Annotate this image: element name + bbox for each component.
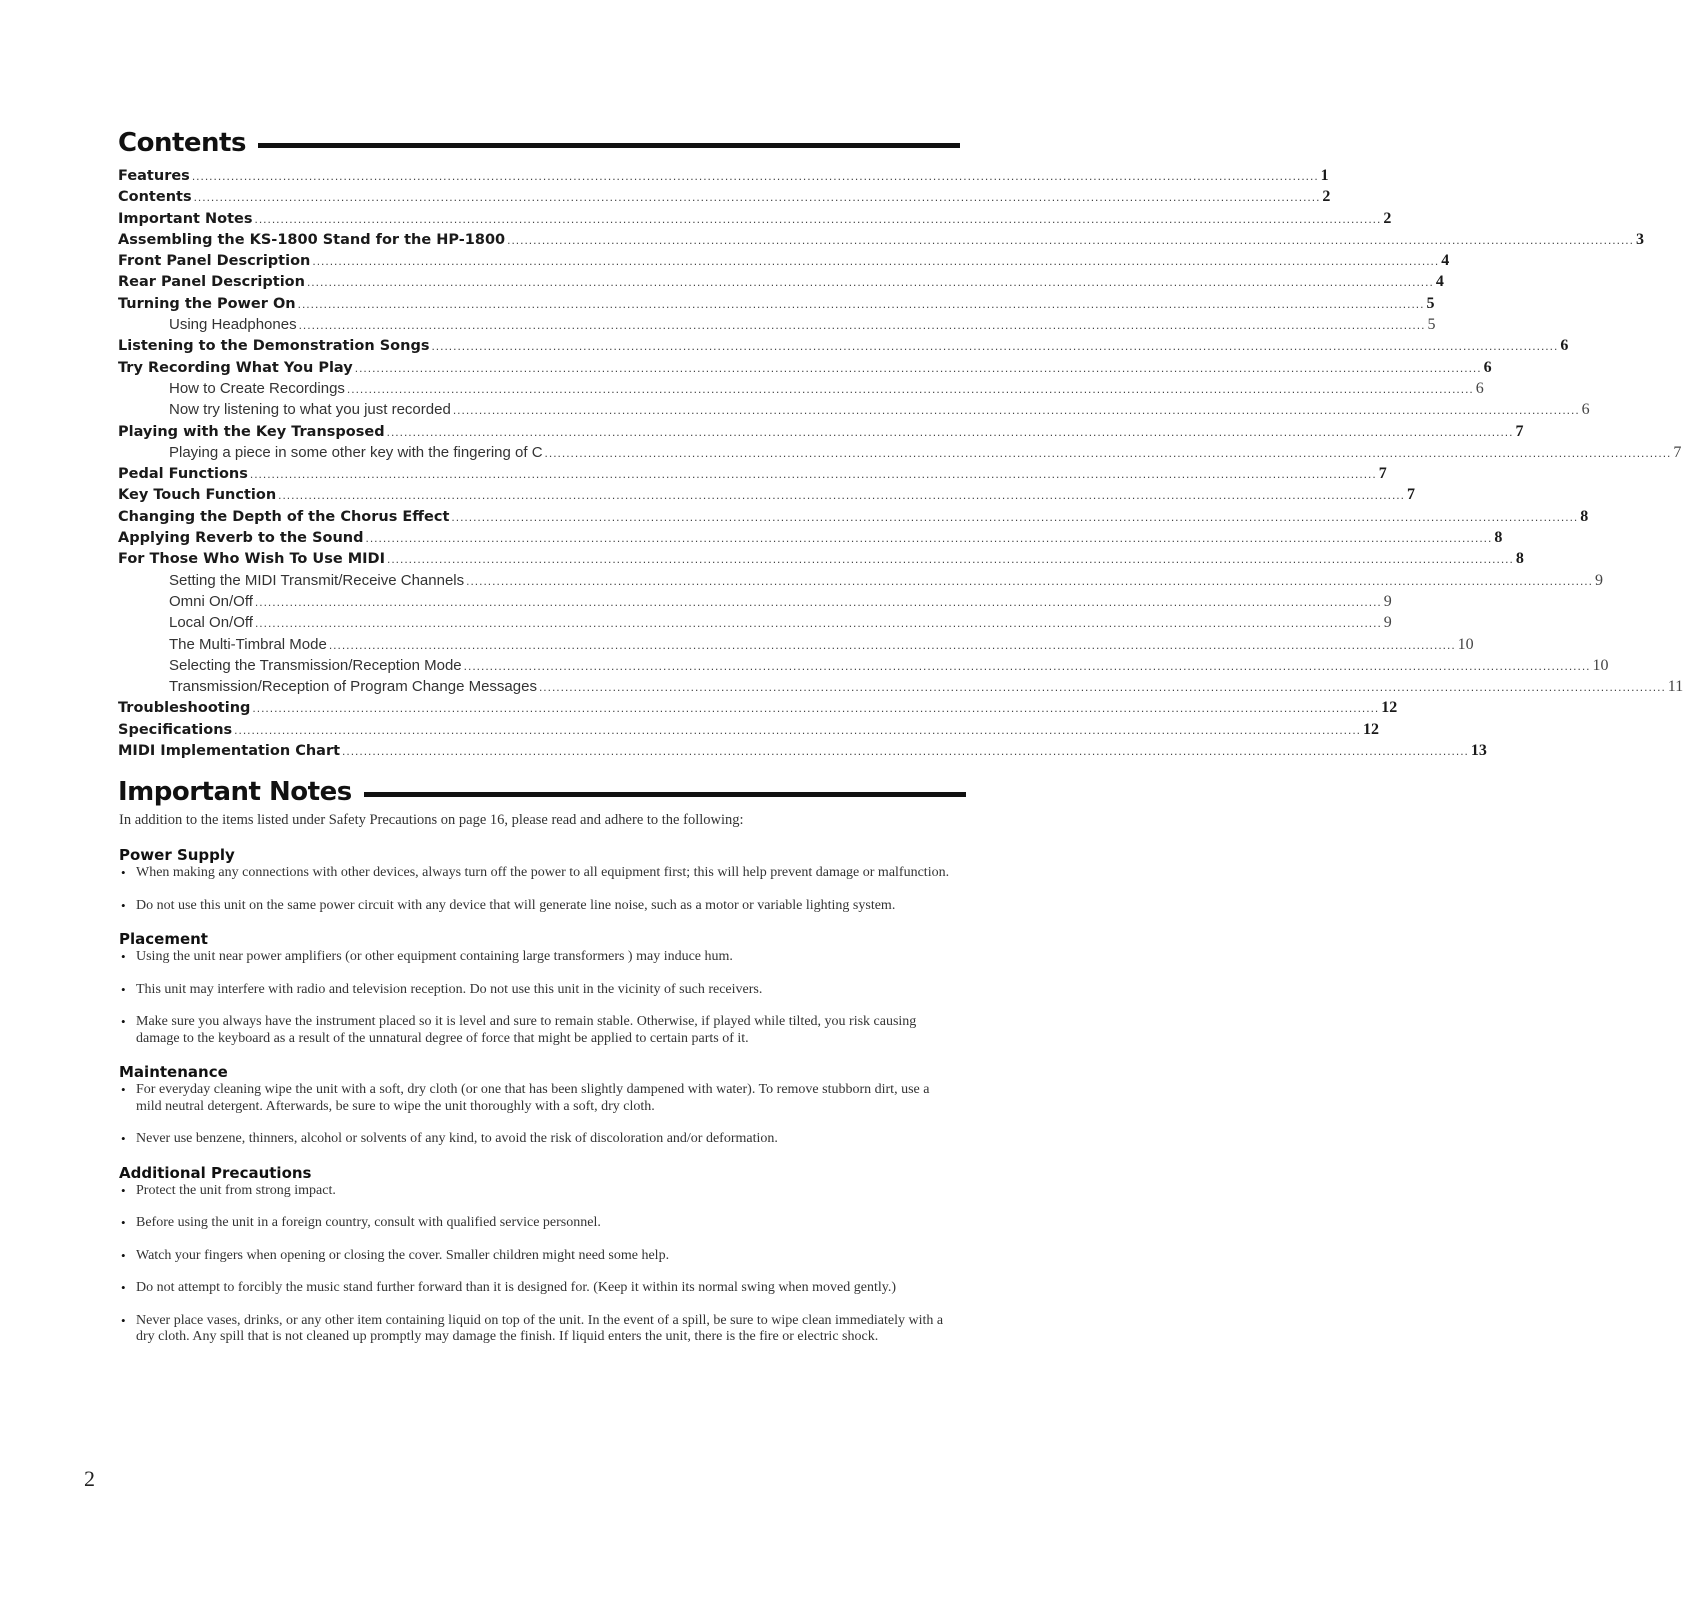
toc-entry <box>118 294 1435 316</box>
dot-leader: .................................................................................................................................................................................................................................................................... <box>452 403 1580 418</box>
notes-item <box>119 949 957 966</box>
toc-entry <box>118 230 1644 252</box>
toc-entry <box>118 316 1436 337</box>
dot-leader: .................................................................................................................................................................................................................................................................... <box>328 637 1456 652</box>
toc-entry-page: 5 <box>1426 294 1435 312</box>
important-notes-list <box>119 846 957 1362</box>
dot-leader: .................................................................................................................................................................................................................................................................... <box>249 467 1377 482</box>
notes-item <box>119 1215 957 1232</box>
toc-entry-page: 6 <box>1475 379 1484 397</box>
toc-entry-page: 10 <box>1592 656 1609 674</box>
dot-leader: .................................................................................................................................................................................................................................................................... <box>312 254 1440 269</box>
notes-group-heading: Maintenance <box>119 1063 228 1081</box>
toc-entry <box>118 337 1569 358</box>
toc-entry-label: Assembling the KS-1800 Stand for the HP-1800 <box>118 231 506 248</box>
toc-entry <box>118 486 1415 507</box>
toc-entry-label: Specifications <box>118 721 233 738</box>
toc-entry-label: Turning the Power On <box>118 295 296 312</box>
heading-rule <box>258 143 960 148</box>
bullet-icon: • <box>121 1215 126 1230</box>
bullet-icon: • <box>121 1014 126 1029</box>
notes-item-text: Using the unit near power amplifiers (or other equipment containing large transformers ) may induce hum. <box>136 949 733 964</box>
bullet-icon: • <box>121 865 126 880</box>
dot-leader: .................................................................................................................................................................................................................................................................... <box>252 701 1380 716</box>
toc-entry <box>118 252 1450 273</box>
toc-entry-label: Setting the MIDI Transmit/Receive Channels <box>169 571 465 589</box>
notes-item-text: Never place vases, drinks, or any other item containing liquid on top of the unit. In the event of a spill, be sure to wipe clean immediately with a dry cloth. Any spill that is not cleaned up promptly may damage the finish. If liquid enters the unit, there is the fire or electric shock. <box>136 1312 944 1344</box>
notes-item <box>119 1248 957 1265</box>
notes-group <box>119 846 957 914</box>
toc-entry-page: 7 <box>1673 443 1682 461</box>
notes-item-text: When making any connections with other devices, always turn off the power to all equipment first; this will help prevent damage or malfunction. <box>136 865 950 880</box>
toc-entry <box>118 678 1683 699</box>
toc-entry-page: 12 <box>1363 720 1380 738</box>
notes-item <box>119 1082 957 1115</box>
toc-entry <box>118 507 1589 529</box>
notes-item-text: Make sure you always have the instrument placed so it is level and sure to remain stable. Otherwise, if played while tilted, you risk causing damage to the keyboard as a result of the unnatural degree of force that might be applied to certain parts of it. <box>136 1014 917 1046</box>
bullet-icon: • <box>121 897 126 913</box>
important-notes-heading <box>118 777 966 807</box>
dot-leader: .................................................................................................................................................................................................................................................................... <box>193 190 1321 205</box>
toc-entry <box>118 358 1492 380</box>
toc-entry <box>118 720 1380 742</box>
toc-entry <box>118 699 1398 720</box>
notes-item-text: Before using the unit in a foreign country, consult with qualified service personnel. <box>136 1215 601 1230</box>
dot-leader: .................................................................................................................................................................................................................................................................... <box>254 616 1382 631</box>
notes-group-heading: Additional Precautions <box>119 1163 312 1182</box>
toc-entry-label: Pedal Functions <box>118 466 248 483</box>
toc-entry-page: 7 <box>1515 422 1524 440</box>
toc-entry-label: Key Touch Function <box>118 487 277 504</box>
toc-entry-page: 5 <box>1427 316 1436 334</box>
bullet-icon: • <box>121 1082 126 1097</box>
toc-entry-label: Front Panel Description <box>118 253 311 270</box>
toc-entry <box>118 592 1392 614</box>
toc-entry-label: Try Recording What You Play <box>118 359 353 376</box>
toc-entry-page: 2 <box>1322 188 1331 206</box>
toc-entry-label: Playing a piece in some other key with the fingering of C <box>169 443 543 461</box>
dot-leader: .................................................................................................................................................................................................................................................................... <box>544 445 1672 460</box>
toc-entry-label: Playing with the Key Transposed <box>118 423 385 440</box>
dot-leader: .................................................................................................................................................................................................................................................................... <box>365 531 1493 546</box>
notes-item <box>119 1280 957 1297</box>
contents-title: Contents <box>118 128 246 158</box>
toc-entry-page: 11 <box>1667 678 1683 696</box>
dot-leader: .................................................................................................................................................................................................................................................................... <box>538 680 1666 695</box>
contents-heading <box>118 128 960 158</box>
toc-entry-label: MIDI Implementation Chart <box>118 743 341 760</box>
dot-leader: .................................................................................................................................................................................................................................................................... <box>191 169 1319 183</box>
dot-leader: .................................................................................................................................................................................................................................................................... <box>451 509 1579 524</box>
dot-leader: .................................................................................................................................................................................................................................................................... <box>386 552 1514 567</box>
toc-entry-page: 8 <box>1494 529 1503 547</box>
bullet-icon: • <box>121 1280 126 1295</box>
toc-entry-label: Troubleshooting <box>118 700 251 717</box>
notes-item-text: Protect the unit from strong impact. <box>136 1182 336 1198</box>
dot-leader: .................................................................................................................................................................................................................................................................... <box>297 296 1425 311</box>
dot-leader: .................................................................................................................................................................................................................................................................... <box>466 573 1593 588</box>
toc-entry-page: 4 <box>1435 273 1444 291</box>
table-of-contents <box>118 167 1683 763</box>
notes-item <box>119 1014 957 1047</box>
bullet-icon: • <box>121 1312 126 1328</box>
notes-item <box>119 1313 957 1346</box>
bullet-icon: • <box>121 1182 126 1198</box>
toc-entry <box>118 635 1474 657</box>
toc-entry-label: Important Notes <box>118 210 253 227</box>
dot-leader: .................................................................................................................................................................................................................................................................... <box>342 744 1469 759</box>
notes-item-text: Never use benzene, thinners, alcohol or solvents of any kind, to avoid the risk of discoloration and/or deformation. <box>136 1131 778 1146</box>
toc-entry-page: 3 <box>1635 230 1644 248</box>
dot-leader: .................................................................................................................................................................................................................................................................... <box>234 722 1362 737</box>
dot-leader: .................................................................................................................................................................................................................................................................... <box>354 360 1482 375</box>
toc-entry <box>118 401 1590 422</box>
notes-group-heading: Placement <box>119 930 208 948</box>
dot-leader: .................................................................................................................................................................................................................................................................... <box>346 381 1474 396</box>
toc-entry-page: 7 <box>1378 465 1387 483</box>
toc-entry-label: Rear Panel Description <box>118 274 305 291</box>
notes-group <box>119 1063 957 1148</box>
dot-leader: .................................................................................................................................................................................................................................................................... <box>254 594 1382 609</box>
toc-entry-label: Features <box>118 168 190 184</box>
notes-group <box>119 930 957 1047</box>
toc-entry <box>118 550 1524 571</box>
toc-entry-label: Now try listening to what you just recorded <box>169 401 451 419</box>
toc-entry-page: 9 <box>1383 614 1392 632</box>
bullet-icon: • <box>121 949 126 964</box>
bullet-icon: • <box>121 1131 126 1146</box>
dot-leader: .................................................................................................................................................................................................................................................................... <box>278 488 1405 503</box>
toc-entry-page: 10 <box>1457 635 1474 653</box>
notes-item <box>119 898 957 915</box>
notes-group-heading: Power Supply <box>119 846 235 864</box>
toc-entry-label: The Multi-Timbral Mode <box>169 635 327 653</box>
toc-entry-label: For Those Who Wish To Use MIDI <box>118 551 385 568</box>
toc-entry-page: 13 <box>1470 742 1487 760</box>
toc-entry-page: 4 <box>1441 252 1450 270</box>
toc-entry-label: Changing the Depth of the Chorus Effect <box>118 508 450 525</box>
notes-item <box>119 1183 957 1200</box>
toc-entry <box>118 656 1609 678</box>
notes-group <box>119 1164 957 1346</box>
notes-item <box>119 1131 957 1148</box>
toc-entry <box>118 273 1444 294</box>
notes-item-text: Watch your fingers when opening or closing the cover. Smaller children might need some help. <box>136 1247 670 1263</box>
notes-item-text: Do not attempt to forcibly the music stand further forward than it is designed for. (Keep it within its normal swing when moved gently.) <box>136 1280 896 1295</box>
toc-entry-label: Contents <box>118 189 192 206</box>
toc-entry-label: Local On/Off <box>169 614 253 632</box>
toc-entry <box>118 167 1329 188</box>
dot-leader: .................................................................................................................................................................................................................................................................... <box>431 339 1559 354</box>
toc-entry-page: 6 <box>1581 401 1590 419</box>
toc-entry-page: 6 <box>1483 358 1492 376</box>
toc-entry <box>118 571 1603 593</box>
toc-entry-page: 9 <box>1594 571 1603 589</box>
toc-entry-page: 7 <box>1406 486 1415 504</box>
toc-entry <box>118 465 1387 486</box>
toc-entry-label: Applying Reverb to the Sound <box>118 530 364 547</box>
dot-leader: .................................................................................................................................................................................................................................................................... <box>463 658 1591 673</box>
toc-entry-label: How to Create Recordings <box>169 379 345 397</box>
toc-entry-page: 9 <box>1383 592 1392 610</box>
notes-item-text: This unit may interfere with radio and television reception. Do not use this unit in the vicinity of such receivers. <box>136 981 763 997</box>
toc-entry <box>118 443 1682 465</box>
heading-rule <box>364 792 966 797</box>
bullet-icon: • <box>121 1247 126 1263</box>
toc-entry <box>118 209 1392 231</box>
toc-entry-page: 6 <box>1560 337 1569 355</box>
toc-entry-page: 1 <box>1320 167 1329 184</box>
toc-entry-label: Omni On/Off <box>169 592 253 610</box>
toc-entry <box>118 188 1331 209</box>
toc-entry-label: Selecting the Transmission/Reception Mode <box>169 656 462 674</box>
bullet-icon: • <box>121 981 126 997</box>
toc-entry <box>118 422 1524 444</box>
notes-item-text: For everyday cleaning wipe the unit with a soft, dry cloth (or one that has been slightly dampened with water). To remove stubborn dirt, use a mild neutral detergent. Afterwards, be sure to wipe the unit thoroughly with a soft, dry cloth. <box>136 1082 930 1114</box>
toc-entry <box>118 614 1392 635</box>
toc-entry-page: 8 <box>1580 507 1589 525</box>
toc-entry-page: 8 <box>1515 550 1524 568</box>
important-notes-intro: In addition to the items listed under Safety Precautions on page 16, please read and adhere to the following: <box>119 812 744 828</box>
toc-entry-label: Listening to the Demonstration Songs <box>118 338 430 355</box>
toc-entry-page: 12 <box>1381 699 1398 717</box>
toc-entry-label: Using Headphones <box>169 316 297 334</box>
toc-entry-page: 2 <box>1383 209 1392 227</box>
toc-entry <box>118 379 1484 401</box>
toc-entry-label: Transmission/Reception of Program Change Messages <box>169 678 537 696</box>
dot-leader: .................................................................................................................................................................................................................................................................... <box>386 424 1514 439</box>
page-number: 2 <box>84 1466 95 1491</box>
notes-item <box>119 865 957 882</box>
dot-leader: .................................................................................................................................................................................................................................................................... <box>298 318 1426 333</box>
toc-entry <box>118 529 1503 550</box>
notes-item <box>119 982 957 999</box>
notes-item-text: Do not use this unit on the same power circuit with any device that will generate line noise, such as a motor or variable lighting system. <box>136 897 896 913</box>
important-notes-title: Important Notes <box>118 777 352 807</box>
toc-entry <box>118 742 1487 763</box>
dot-leader: .................................................................................................................................................................................................................................................................... <box>306 275 1434 290</box>
dot-leader: .................................................................................................................................................................................................................................................................... <box>507 232 1634 247</box>
dot-leader: .................................................................................................................................................................................................................................................................... <box>254 211 1382 226</box>
